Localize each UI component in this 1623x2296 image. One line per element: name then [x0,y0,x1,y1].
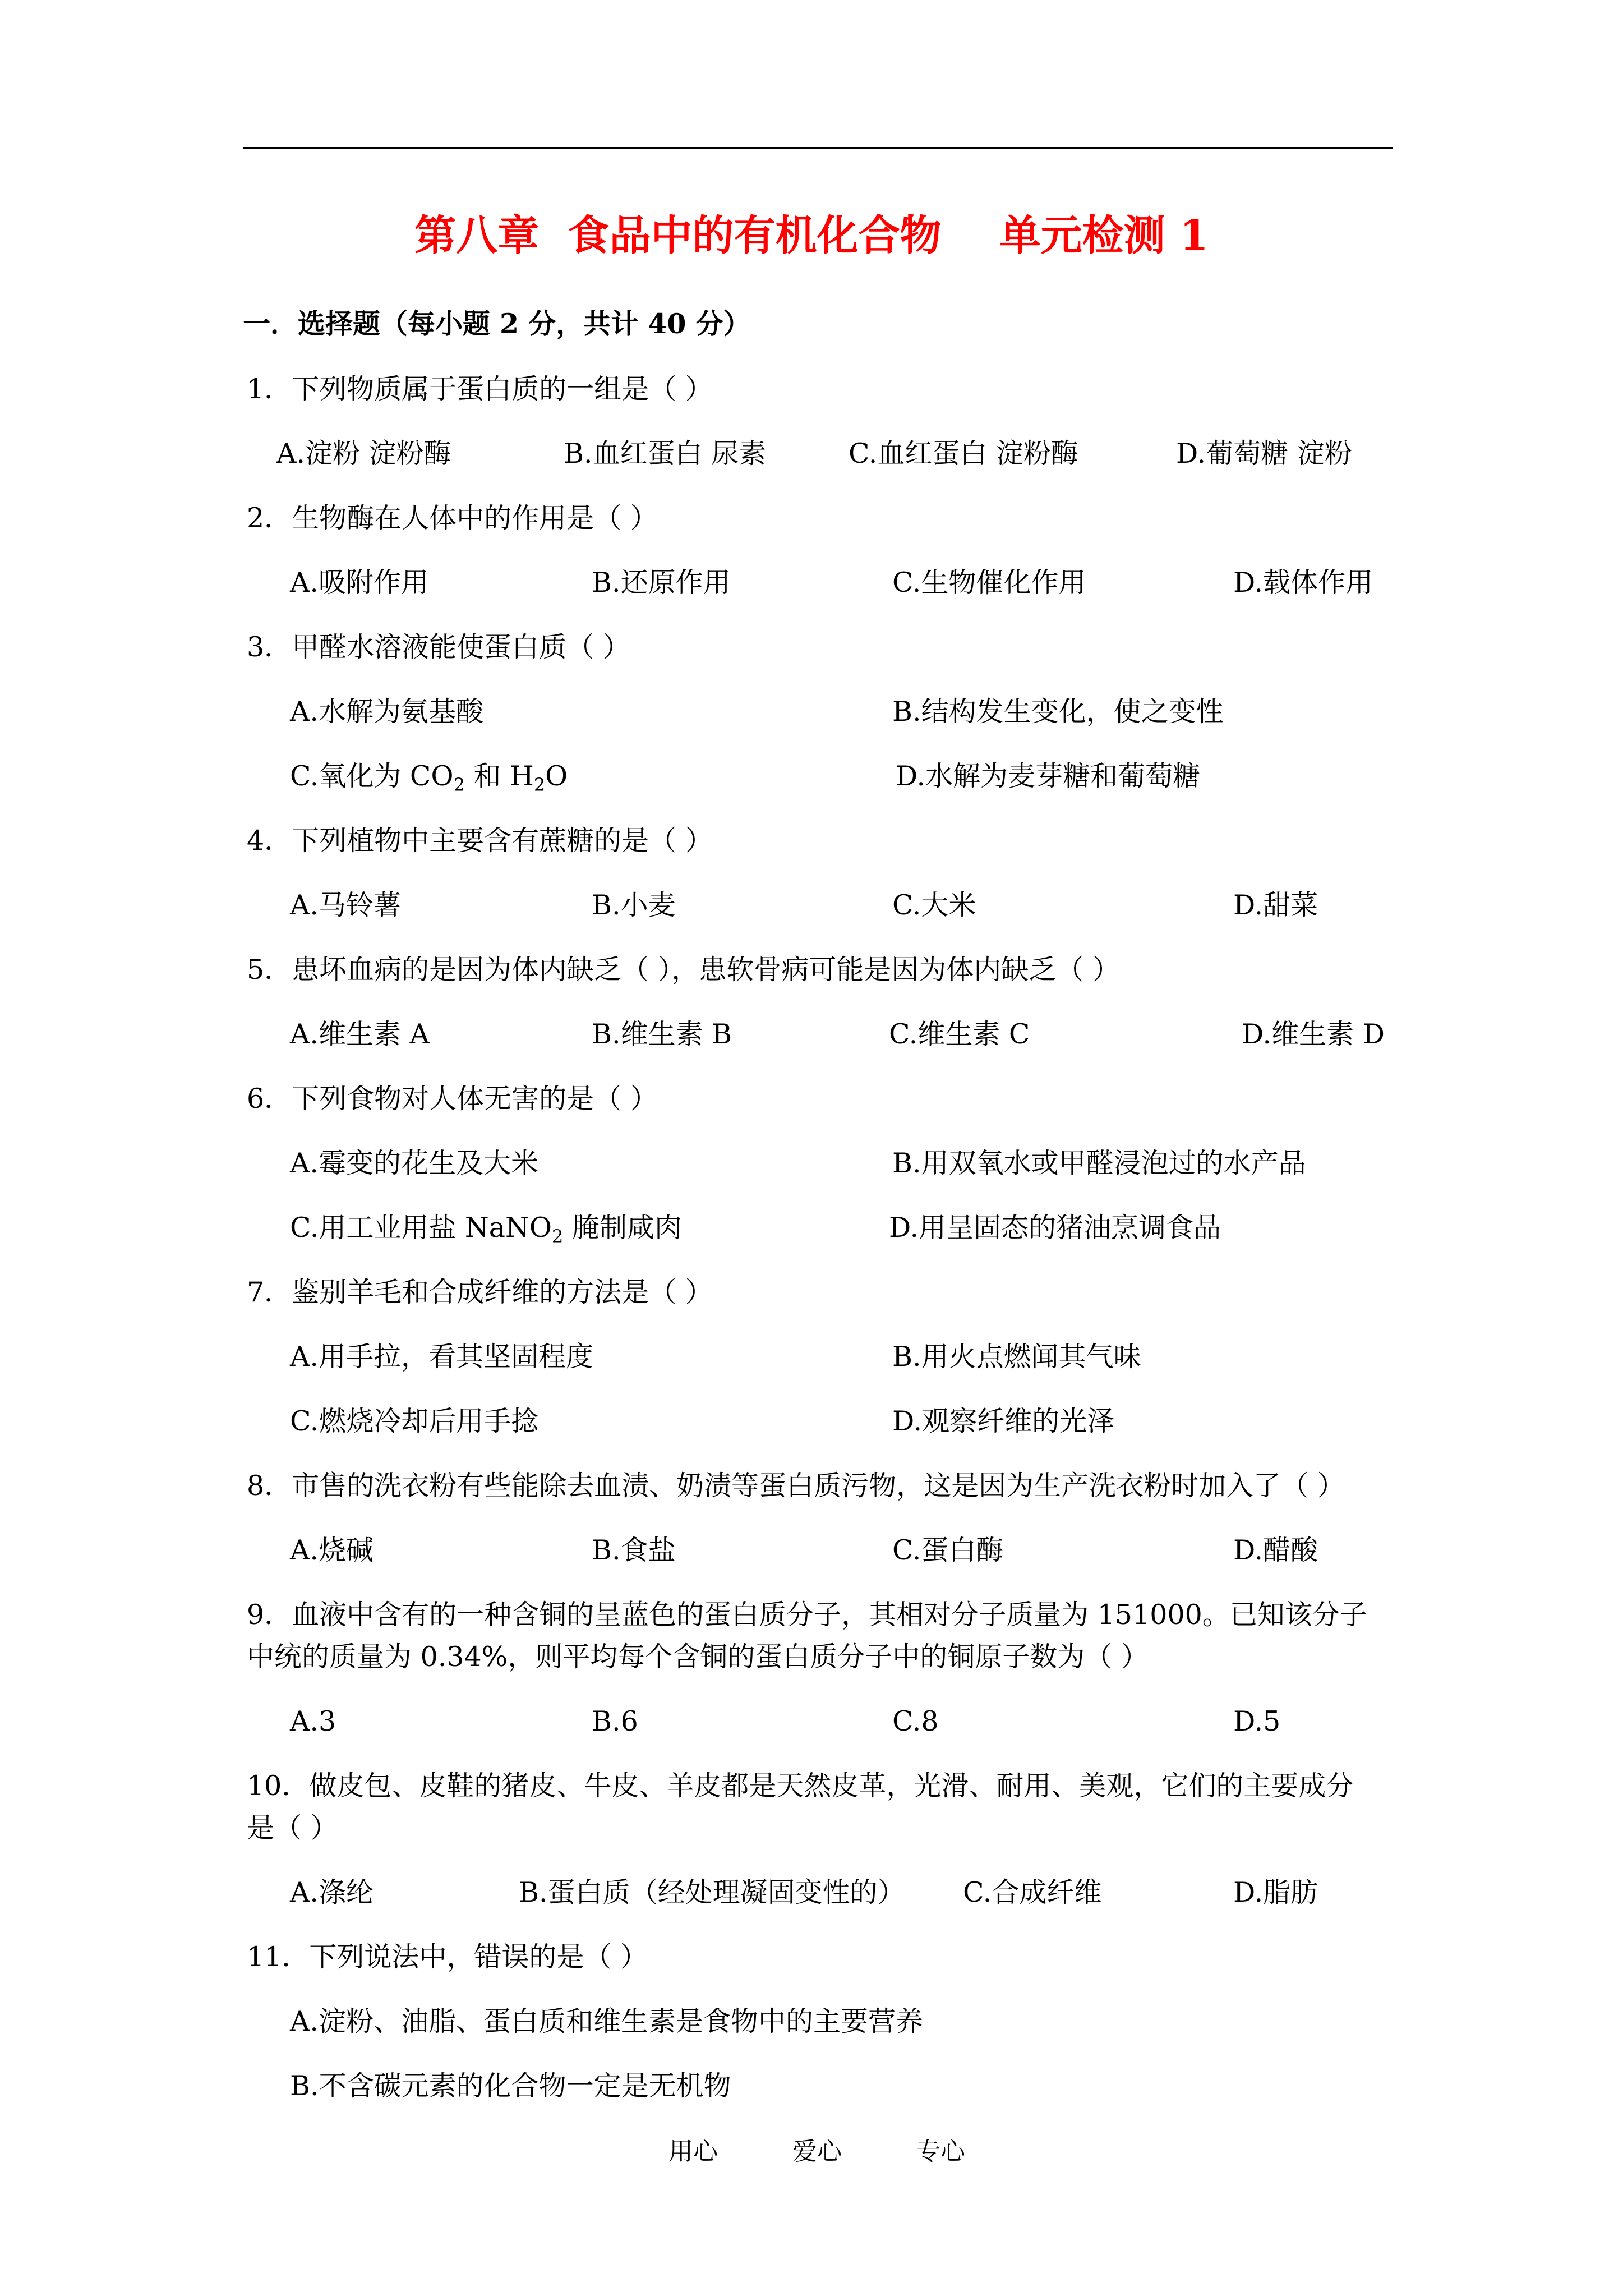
q4-option-c: C.大米 [892,889,976,921]
q5-option-b: B.维生素 B [592,1018,732,1050]
q10-option-a: A.涤纶 [290,1876,374,1908]
q3-option-d: D.水解为麦芽糖和葡萄糖 [896,760,1201,792]
q2-option-c: C.生物催化作用 [892,567,1086,599]
q4-option-b: B.小麦 [592,889,676,921]
q10-option-b: B.蛋白质（经处理凝固变性的） [519,1876,905,1908]
footer-middle: 爱心 [792,2137,842,2166]
q1-option-c: C.血红蛋白 淀粉酶 [849,438,1078,470]
question-11-stem: 11．下列说法中，错误的是（ ） [247,1941,648,1973]
q7-option-c: C.燃烧冷却后用手捻 [290,1405,539,1437]
q8-option-b: B.食盐 [592,1534,676,1566]
q2-option-b: B.还原作用 [592,567,731,599]
q9-option-a: A.3 [290,1705,336,1737]
q2-option-a: A.吸附作用 [290,567,428,599]
page-title: 第八章 食品中的有机化合物 单元检测 1 [414,211,1209,260]
footer-right: 专心 [916,2137,965,2166]
q11-option-b: B.不含碳元素的化合物一定是无机物 [290,2070,731,2102]
q10-option-c: C.合成纤维 [963,1876,1102,1908]
q9-option-c: C.8 [892,1705,939,1737]
q7-option-b: B.用火点燃闻其气味 [892,1341,1141,1373]
q4-option-a: A.马铃薯 [290,889,401,921]
question-2-stem: 2．生物酶在人体中的作用是（ ） [247,502,658,534]
q3-option-c: C.氧化为 $CO_2$ 和 $H_2O$ [290,760,568,795]
q3-option-b: B.结构发生变化，使之变性 [892,696,1224,728]
footer-left: 用心 [668,2137,718,2166]
question-7-stem: 7．鉴别羊毛和合成纤维的方法是（ ） [247,1276,713,1308]
q8-option-d: D.醋酸 [1233,1534,1318,1566]
q6-option-a: A.霉变的花生及大米 [290,1147,538,1179]
q8-option-c: C.蛋白酶 [892,1534,1004,1566]
question-3-stem: 3．甲醛水溶液能使蛋白质（ ） [247,631,630,663]
question-1-stem: 1．下列物质属于蛋白质的一组是（ ） [247,373,713,405]
q5-option-a: A.维生素 A [290,1018,430,1050]
question-10-stem-line1: 10．做皮包、皮鞋的猪皮、牛皮、羊皮都是天然皮革，光滑、耐用、美观，它们的主要成分 [247,1770,1354,1802]
q4-option-d: D.甜菜 [1233,889,1318,921]
q6-option-b: B.用双氧水或甲醛浸泡过的水产品 [892,1147,1306,1179]
header-rule [243,147,1393,149]
q10-option-d: D.脂肪 [1233,1876,1318,1908]
q1-option-d: D.葡萄糖 淀粉 [1176,438,1352,470]
q8-option-a: A.烧碱 [290,1534,374,1566]
question-8-stem: 8．市售的洗衣粉有些能除去血渍、奶渍等蛋白质污物，这是因为生产洗衣粉时加入了（ ） [247,1470,1345,1502]
section-heading: 一．选择题（每小题 2 分，共计 40 分） [243,307,751,340]
q5-option-d: D.维生素 D [1242,1018,1385,1050]
q3-option-a: A.水解为氨基酸 [290,696,483,728]
q6-option-c: C.用工业用盐 NaNO$_2$ 腌制咸肉 [290,1212,682,1247]
question-10-stem-line2: 是（ ） [247,1812,338,1844]
question-9-stem-line1: 9．血液中含有的一种含铜的呈蓝色的蛋白质分子，其相对分子质量为 151000。已知该分子 [247,1599,1367,1631]
q7-option-d: D.观察纤维的光泽 [892,1405,1115,1437]
q9-option-d: D.5 [1233,1705,1281,1737]
question-4-stem: 4．下列植物中主要含有蔗糖的是（ ） [247,825,713,857]
q6-option-d: D.用呈固态的猪油烹调食品 [889,1212,1221,1244]
q11-option-a: A.淀粉、油脂、蛋白质和维生素是食物中的主要营养 [290,2005,923,2037]
question-5-stem: 5．患坏血病的是因为体内缺乏（ ），患软骨病可能是因为体内缺乏（ ） [247,954,1120,986]
q9-option-b: B.6 [592,1705,638,1737]
q1-option-b: B.血红蛋白 尿素 [564,438,767,470]
q7-option-a: A.用手拉，看其坚固程度 [290,1341,593,1373]
q2-option-d: D.载体作用 [1233,567,1373,599]
question-6-stem: 6．下列食物对人体无害的是（ ） [247,1083,658,1115]
q1-option-a: A.淀粉 淀粉酶 [276,438,451,470]
q5-option-c: C.维生素 C [889,1018,1030,1050]
question-9-stem-line2: 中统的质量为 0.34%，则平均每个含铜的蛋白质分子中的铜原子数为（ ） [247,1641,1149,1673]
